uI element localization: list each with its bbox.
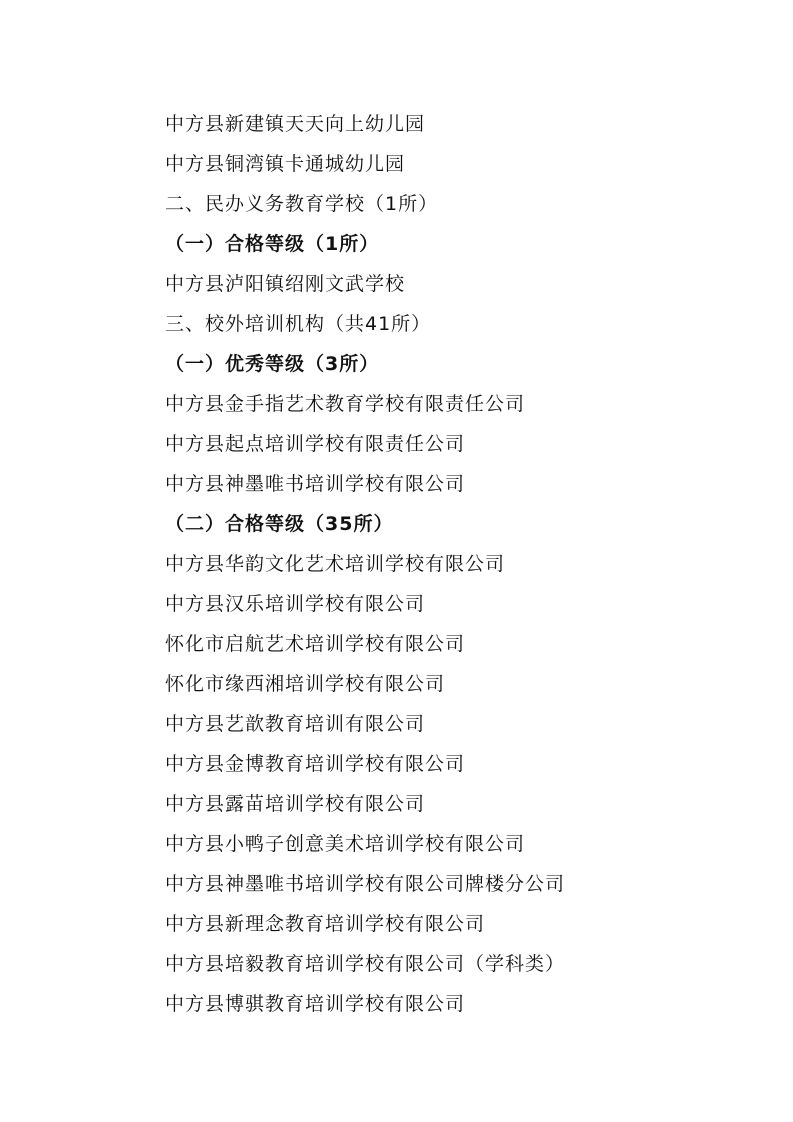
org-line: 中方县金博教育培训学校有限公司 [165,753,466,775]
org-line: 中方县金手指艺术教育学校有限责任公司 [165,393,526,415]
org-line: 中方县博骐教育培训学校有限公司 [165,993,466,1015]
org-line: 中方县神墨唯书培训学校有限公司 [165,473,466,495]
org-line: 中方县汉乐培训学校有限公司 [165,593,426,615]
org-line: 中方县培毅教育培训学校有限公司（学科类） [165,953,566,975]
org-line: 中方县小鸭子创意美术培训学校有限公司 [165,833,526,855]
org-line: 怀化市缘西湘培训学校有限公司 [165,673,446,695]
org-line: 中方县神墨唯书培训学校有限公司牌楼分公司 [165,873,566,895]
org-line: 怀化市启航艺术培训学校有限公司 [165,633,466,655]
org-line: 中方县华韵文化艺术培训学校有限公司 [165,553,506,575]
org-line: 中方县泸阳镇绍刚文武学校 [165,273,406,295]
org-line: 中方县艺歆教育培训有限公司 [165,713,426,735]
org-line: 中方县起点培训学校有限责任公司 [165,433,466,455]
subsection-heading: （一）合格等级（1所） [165,233,380,255]
subsection-heading: （一）优秀等级（3所） [165,353,380,375]
section-heading: 三、校外培训机构（共41所） [165,313,432,335]
org-line: 中方县新理念教育培训学校有限公司 [165,913,486,935]
subsection-heading: （二）合格等级（35所） [165,513,394,535]
org-line: 中方县露苗培训学校有限公司 [165,793,426,815]
org-line: 中方县新建镇天天向上幼儿园 [165,113,426,135]
org-line: 中方县铜湾镇卡通城幼儿园 [165,153,406,175]
section-heading: 二、民办义务教育学校（1所） [165,193,439,215]
document-body [165,104,765,1024]
